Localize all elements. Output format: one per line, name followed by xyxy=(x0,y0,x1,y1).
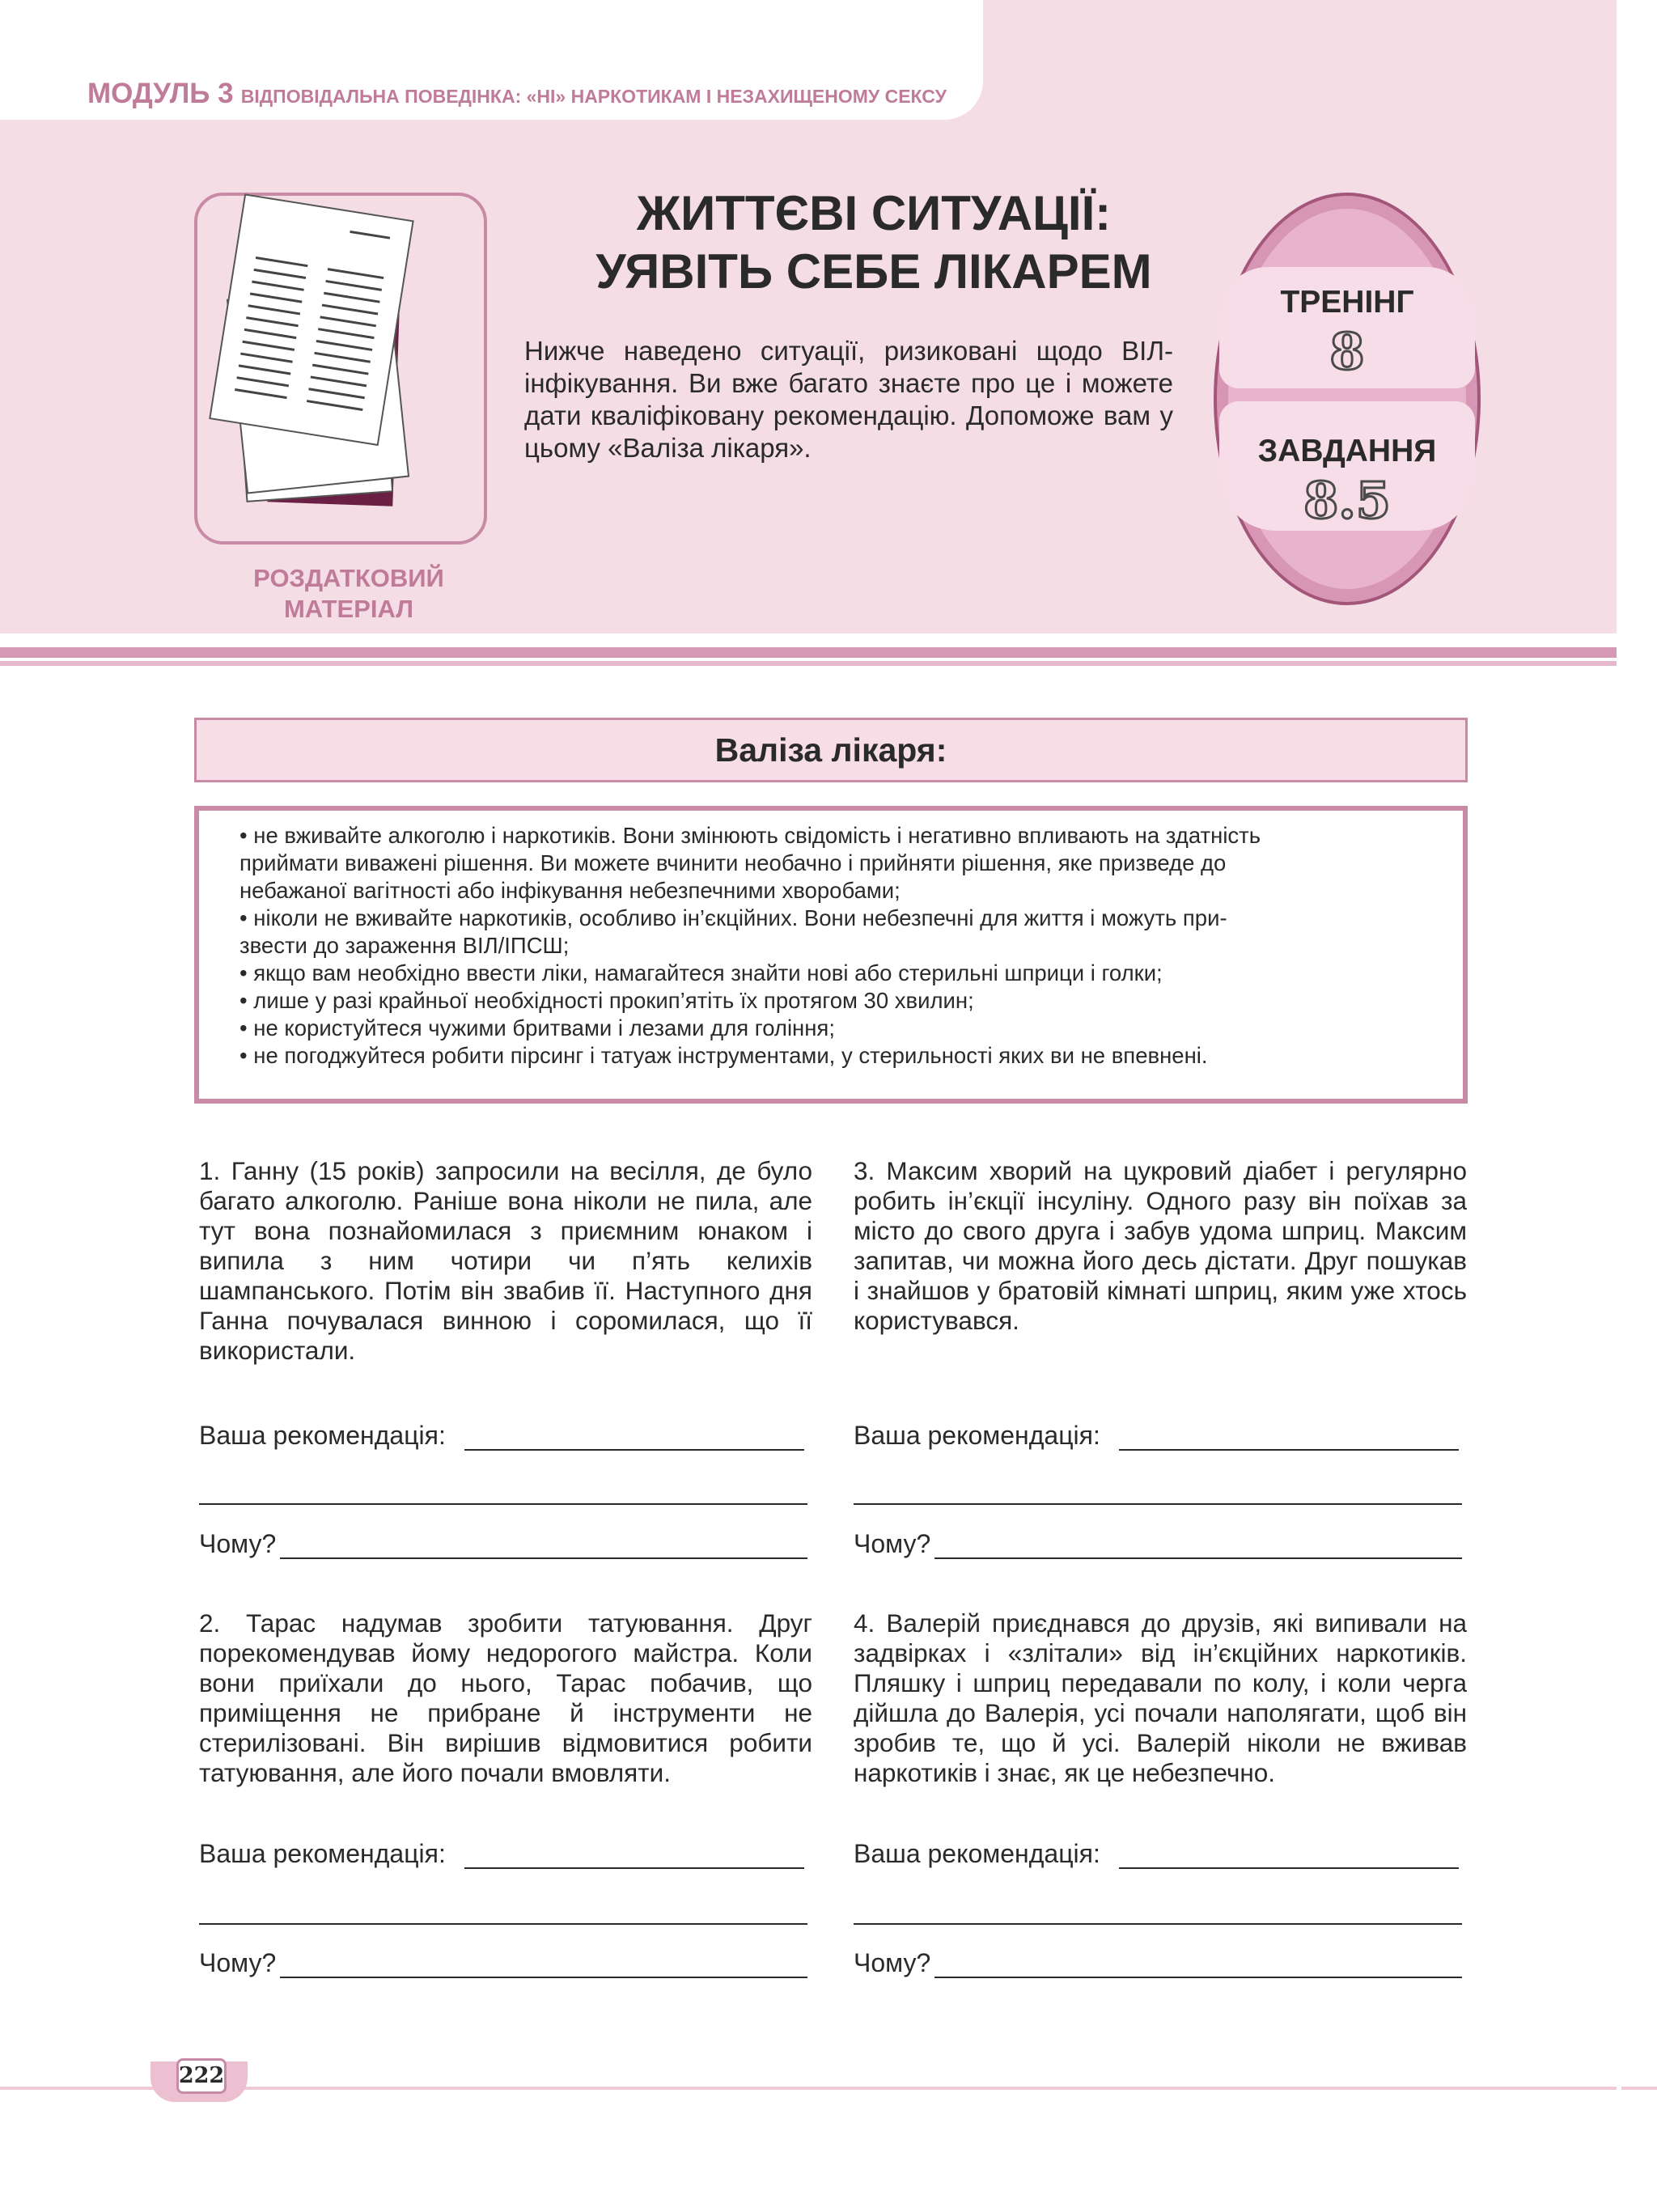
case-1-recommendation-line[interactable] xyxy=(464,1449,804,1451)
list-item: звести до зараження ВІЛ/ІПСШ; xyxy=(239,933,570,958)
case-4-recommendation-line-2[interactable] xyxy=(854,1923,1462,1925)
divider-stripe xyxy=(0,647,1617,658)
module-subtitle: ВІДПОВІДАЛЬНА ПОВЕДІНКА: «НІ» НАРКОТИКАМ І НЕЗАХИЩЕНОМУ СЕКСУ xyxy=(240,86,947,107)
list-item: • ніколи не вживайте наркотиків, особливо ін’єкційних. Вони небезпечні для життя і можуть при- xyxy=(239,905,1227,930)
page-title-line1: ЖИТТЄВІ СИТУАЦІЇ: xyxy=(636,186,1112,240)
list-item: приймати виважені рішення. Ви можете вчинити необачно і прийняти рішення, яке призведе до xyxy=(239,850,1227,875)
case-3-why-line[interactable] xyxy=(934,1557,1462,1559)
case-2-recommendation-label: Ваша рекомендація: xyxy=(199,1839,446,1868)
list-item: небажаної вагітності або інфікування небезпечними хворобами; xyxy=(239,878,901,903)
case-1-recommendation-line-2[interactable] xyxy=(199,1503,807,1505)
list-item: • не користуйтеся чужими бритвами і лезами для гоління; xyxy=(239,1015,835,1040)
handout-label-line1: РОЗДАТКОВИЙ xyxy=(253,564,444,592)
case-2-recommendation-line[interactable] xyxy=(464,1867,804,1869)
case-1-why-label: Чому? xyxy=(199,1529,277,1558)
stacked-documents-icon xyxy=(194,193,487,545)
badge-oval-inner xyxy=(1228,209,1466,589)
case-2-why-line[interactable] xyxy=(280,1977,807,1978)
case-3-recommendation-line-2[interactable] xyxy=(854,1503,1462,1505)
divider-stripe-thin xyxy=(0,661,1617,666)
page-title-line2: УЯВІТЬ СЕБЕ ЛІКАРЕМ xyxy=(595,244,1152,299)
case-2-text: 2. Тарас надумав зробити татуювання. Друг порекомендував йому недорогого майстра. Коли вони приїхали до нього, Тарас побачив, що приміщення не прибране й інструменти не стерилізовані. Він вирішив відмовитися робити татуювання, але його почали вмовляти. xyxy=(199,1608,812,1787)
case-3-recommendation-line[interactable] xyxy=(1119,1449,1459,1451)
handout-label xyxy=(194,563,503,625)
case-2-recommendation-line-2[interactable] xyxy=(199,1923,807,1925)
task-label: ЗАВДАННЯ xyxy=(1257,434,1437,468)
case-3-why-label: Чому? xyxy=(854,1529,931,1558)
intro-text: Нижче наведено ситуації, ризиковані щодо ВІЛ-інфікування. Ви вже багато знаєте про це і можете дати кваліфіковану рекомендацію. Допоможе вам у цьому «Валіза лікаря». xyxy=(524,336,1173,463)
case-4-why-label: Чому? xyxy=(854,1948,931,1977)
training-number: 8 xyxy=(1329,322,1365,381)
page-title xyxy=(453,184,1295,301)
module-heading xyxy=(87,78,947,110)
handout-label-line2: МАТЕРІАЛ xyxy=(283,595,414,623)
list-item: • не погоджуйтеся робити пірсинг і татуаж інструментами, у стерильності яких ви не впевнені. xyxy=(239,1043,1208,1068)
case-4-recommendation-label: Ваша рекомендація: xyxy=(854,1839,1100,1868)
case-3-text: 3. Максим хворий на цукровий діабет і регулярно робить ін’єкції інсуліну. Одного разу він поїхав за місто до свого друга і забув удома шприц. Максим запитав, чи можна його десь дістати. Друг пошукав і знайшов у братовій кімнаті шприц, яким уже хтось користувався. xyxy=(854,1156,1467,1335)
case-1-why-line[interactable] xyxy=(280,1557,807,1559)
page-number: 222 xyxy=(178,2063,225,2088)
case-4-why-line[interactable] xyxy=(934,1977,1462,1978)
list-item: • якщо вам необхідно ввести ліки, намагайтеся знайти нові або стерильні шприци і голки; xyxy=(239,960,1163,985)
list-item: • не вживайте алкоголю і наркотиків. Вони змінюють свідомість і негативно впливають на здатність xyxy=(239,823,1261,848)
case-1-recommendation-label: Ваша рекомендація: xyxy=(199,1421,446,1450)
case-3-recommendation-label: Ваша рекомендація: xyxy=(854,1421,1100,1450)
case-4-text: 4. Валерій приєднався до друзів, які випивали на задвірках і «злітали» від ін’єкційних наркотиків. Пляшку і шприц передавали по колу, і коли черга дійшла до Валерія, усі почали наполягати, щоб він зробив те, що й усі. Валерій ніколи не вживав наркотиків і знає, як це небезпечно. xyxy=(854,1608,1467,1787)
case-4-recommendation-line[interactable] xyxy=(1119,1867,1459,1869)
suitcase-title: Валіза лікаря: xyxy=(714,731,947,769)
suitcase-list xyxy=(239,822,1424,1070)
training-label: ТРЕНІНГ xyxy=(1280,285,1414,320)
list-item: • лише у разі крайньої необхідності прокип’ятіть їх протягом 30 хвилин; xyxy=(239,988,974,1013)
case-2-why-label: Чому? xyxy=(199,1948,277,1977)
module-number: МОДУЛЬ 3 xyxy=(87,78,234,109)
task-number: 8.5 xyxy=(1303,471,1391,530)
footer-line-right xyxy=(1621,2087,1657,2090)
case-1-text: 1. Ганну (15 років) запросили на весілля, де було багато алкоголю. Раніше вона ніколи не пила, але тут вона познайомилася з приємним юнаком і випила з ним чотири чи п’ять келихів шампанського. Потім він звабив її. Наступного дня Ганна почувалася винною і соромилася, що її використали. xyxy=(199,1156,812,1365)
